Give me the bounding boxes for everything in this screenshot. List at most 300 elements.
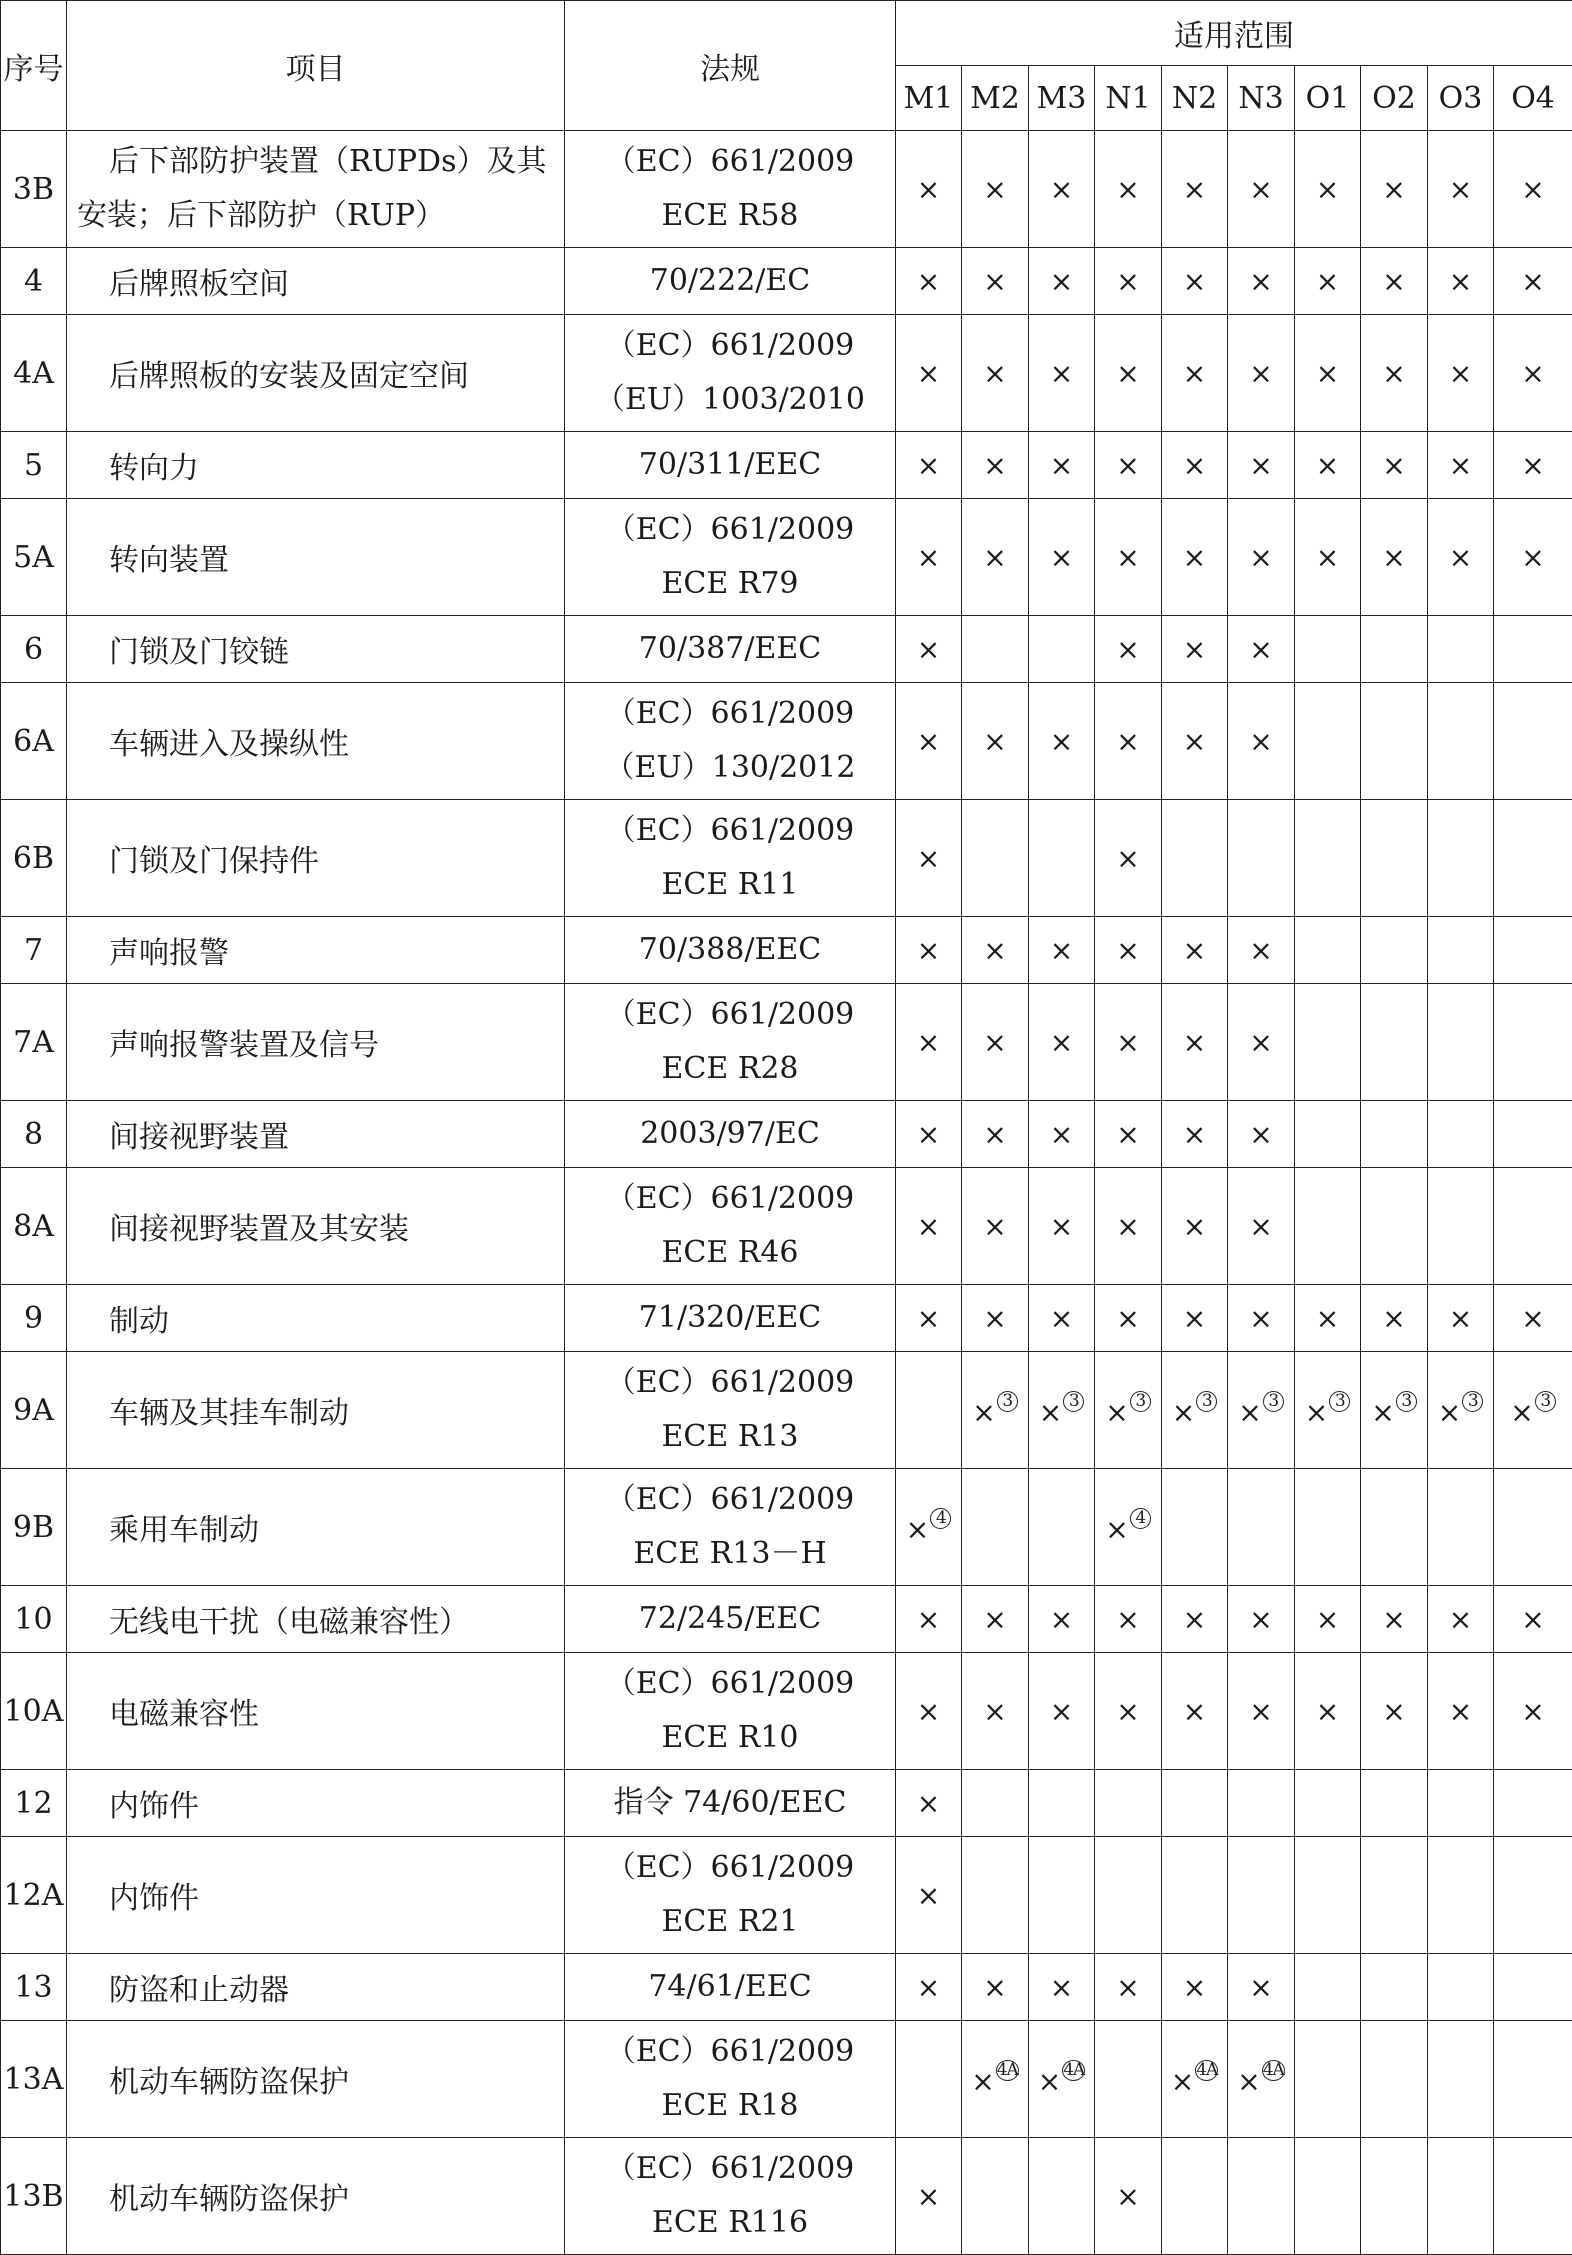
- applicability-cell: [1428, 2138, 1494, 2255]
- applicability-cell: [1295, 984, 1361, 1101]
- table-row: [1, 131, 1572, 248]
- applicable-mark: ×: [917, 541, 940, 574]
- footnote-circled-number: 3: [1535, 1391, 1556, 1412]
- applicable-mark: ×: [917, 265, 940, 298]
- applicability-cell: [1494, 1168, 1572, 1285]
- applicability-cell: [896, 1653, 962, 1770]
- table-row: [1, 248, 1572, 315]
- row-item: 机动车辆防盗保护: [67, 2138, 565, 2255]
- applicable-mark: ×: [1382, 1603, 1405, 1636]
- applicable-mark: ×: [1116, 541, 1139, 574]
- applicability-cell: [1162, 1653, 1228, 1770]
- applicable-mark: ×: [1183, 1026, 1206, 1059]
- law-line: ECE R28: [565, 1042, 895, 1096]
- applicable-mark: ×: [917, 1118, 940, 1151]
- applicable-mark: ×: [917, 1302, 940, 1335]
- applicability-cell: [1095, 131, 1162, 248]
- applicability-cell: [1295, 1770, 1361, 1837]
- applicability-cell: [962, 1285, 1029, 1352]
- applicable-mark: ×: [1449, 265, 1472, 298]
- table-row: [1, 800, 1572, 917]
- applicable-mark: ×: [1050, 173, 1073, 206]
- applicability-cell: [1228, 2138, 1295, 2255]
- row-seq: 7A: [1, 984, 67, 1101]
- applicable-mark: ×: [1183, 173, 1206, 206]
- applicable-mark: ×: [1116, 633, 1139, 666]
- applicability-cell: [896, 1168, 962, 1285]
- applicability-cell: [1428, 1653, 1494, 1770]
- applicable-mark: ×: [1521, 449, 1544, 482]
- applicability-cell: [1095, 315, 1162, 432]
- applicable-mark: ×: [1050, 357, 1073, 390]
- applicability-cell: [1029, 616, 1095, 683]
- applicability-cell: [1162, 1168, 1228, 1285]
- applicability-cell: [1494, 1101, 1572, 1168]
- applicable-mark: ×: [1382, 1695, 1405, 1728]
- applicability-cell: [1029, 984, 1095, 1101]
- applicable-mark: ×: [917, 1026, 940, 1059]
- applicability-cell: [896, 1101, 962, 1168]
- table-row: [1, 1285, 1572, 1352]
- applicability-cell: [1162, 1101, 1228, 1168]
- applicability-cell: [1295, 1352, 1361, 1469]
- applicable-mark: ×: [1249, 725, 1272, 758]
- applicability-cell: [1095, 616, 1162, 683]
- applicable-mark: ×: [1116, 357, 1139, 390]
- applicable-mark: ×: [1116, 1971, 1139, 2004]
- footnote-circled-number: 4A: [1062, 2060, 1085, 2081]
- applicable-mark: ×: [1316, 541, 1339, 574]
- applicable-mark: ×: [983, 1118, 1006, 1151]
- applicable-mark: ×: [1521, 541, 1544, 574]
- applicable-mark: ×: [1050, 1026, 1073, 1059]
- table-header: [1, 1, 1572, 131]
- applicability-cell: [1029, 499, 1095, 616]
- applicable-mark: ×: [1183, 633, 1206, 666]
- row-law: [565, 1469, 896, 1586]
- row-seq: 4: [1, 248, 67, 315]
- applicable-mark: ×: [1305, 1396, 1328, 1429]
- applicable-mark: ×: [1449, 541, 1472, 574]
- applicable-mark: ×: [1183, 1302, 1206, 1335]
- applicable-mark: ×: [1449, 173, 1472, 206]
- applicability-cell: [1361, 683, 1428, 800]
- applicability-cell: [1494, 1837, 1572, 1954]
- applicable-mark: ×: [1521, 173, 1544, 206]
- law-line: 2003/97/EC: [565, 1107, 895, 1161]
- applicability-cell: [1162, 1586, 1228, 1653]
- applicable-mark: ×: [983, 1603, 1006, 1636]
- applicability-cell: [1295, 1837, 1361, 1954]
- applicable-mark: ×: [1382, 1302, 1405, 1335]
- applicability-cell: [962, 315, 1029, 432]
- applicability-cell: [1361, 131, 1428, 248]
- applicability-cell: [1029, 800, 1095, 917]
- applicability-cell: [1295, 1954, 1361, 2021]
- applicability-cell: [1361, 315, 1428, 432]
- footnote-circled-number: 3: [1462, 1391, 1483, 1412]
- applicability-cell: [1428, 1770, 1494, 1837]
- applicability-cell: [1361, 432, 1428, 499]
- applicability-cell: [1228, 2021, 1295, 2138]
- applicable-mark: ×: [1116, 842, 1139, 875]
- applicability-cell: [1228, 1653, 1295, 1770]
- applicable-mark: ×: [1510, 1396, 1533, 1429]
- applicability-cell: [1295, 2021, 1361, 2138]
- row-law: [565, 1653, 896, 1770]
- applicability-cell: [1295, 499, 1361, 616]
- applicability-cell: [1494, 1352, 1572, 1469]
- applicability-cell: [962, 432, 1029, 499]
- applicability-cell: [1361, 616, 1428, 683]
- header-category: O4: [1494, 66, 1572, 131]
- table-row: [1, 432, 1572, 499]
- applicability-cell: [1494, 1653, 1572, 1770]
- applicable-mark: ×: [1172, 1396, 1195, 1429]
- applicability-cell: [1295, 432, 1361, 499]
- applicability-cell: [896, 1954, 962, 2021]
- footnote-circled-number: 4: [930, 1508, 951, 1529]
- applicability-cell: [1095, 2138, 1162, 2255]
- applicable-mark: ×: [1371, 1396, 1394, 1429]
- applicability-cell: [1295, 1101, 1361, 1168]
- applicability-cell: [1095, 1770, 1162, 1837]
- applicable-mark: ×: [1316, 1695, 1339, 1728]
- applicability-cell: [896, 315, 962, 432]
- table-row: [1, 1837, 1572, 1954]
- applicability-cell: [1029, 2021, 1095, 2138]
- footnote-circled-number: 3: [1396, 1391, 1417, 1412]
- applicable-mark: ×: [1382, 173, 1405, 206]
- applicable-mark: ×: [1249, 934, 1272, 967]
- footnote-circled-number: 3: [997, 1391, 1018, 1412]
- applicability-cell: [962, 1352, 1029, 1469]
- table-row: [1, 1770, 1572, 1837]
- applicability-cell: [1494, 1586, 1572, 1653]
- applicability-cell: [1095, 917, 1162, 984]
- applicability-cell: [1494, 248, 1572, 315]
- law-line: （EC）661/2009: [565, 319, 895, 373]
- applicability-cell: [1228, 1168, 1295, 1285]
- applicable-mark: ×: [1382, 541, 1405, 574]
- applicable-mark: ×: [1171, 2065, 1194, 2098]
- footnote-circled-number: 4A: [1195, 2060, 1218, 2081]
- row-law: [565, 499, 896, 616]
- row-seq: 13: [1, 1954, 67, 2021]
- footnote-circled-number: 3: [1329, 1391, 1350, 1412]
- applicability-cell: [1428, 683, 1494, 800]
- applicability-cell: [896, 1586, 962, 1653]
- applicability-cell: [1428, 432, 1494, 499]
- applicable-mark: ×: [1116, 1603, 1139, 1636]
- applicability-cell: [962, 1586, 1029, 1653]
- applicable-mark: ×: [917, 1210, 940, 1243]
- applicability-cell: [1095, 1352, 1162, 1469]
- applicability-cell: [1428, 1168, 1494, 1285]
- law-line: ECE R21: [565, 1895, 895, 1949]
- applicability-cell: [1428, 1586, 1494, 1653]
- row-item: 声响报警: [67, 917, 565, 984]
- row-seq: 6B: [1, 800, 67, 917]
- header-seq: 序号: [1, 1, 67, 131]
- row-item: 制动: [67, 1285, 565, 1352]
- applicability-cell: [962, 248, 1029, 315]
- row-law: [565, 1285, 896, 1352]
- law-line: ECE R116: [565, 2196, 895, 2250]
- applicability-cell: [1228, 1469, 1295, 1586]
- law-line: 71/320/EEC: [565, 1291, 895, 1345]
- applicability-cell: [1095, 1469, 1162, 1586]
- table-row: [1, 315, 1572, 432]
- row-item: 声响报警装置及信号: [67, 984, 565, 1101]
- row-item: 防盗和止动器: [67, 1954, 565, 2021]
- applicable-mark: ×: [983, 1026, 1006, 1059]
- row-law: [565, 616, 896, 683]
- row-item: 机动车辆防盗保护: [67, 2021, 565, 2138]
- table-row: [1, 1168, 1572, 1285]
- applicability-cell: [1428, 315, 1494, 432]
- applicable-mark: ×: [1116, 934, 1139, 967]
- law-line: 70/388/EEC: [565, 923, 895, 977]
- law-line: （EU）1003/2010: [565, 373, 895, 427]
- row-seq: 5A: [1, 499, 67, 616]
- applicable-mark: ×: [1249, 541, 1272, 574]
- applicability-cell: [1029, 315, 1095, 432]
- table-row: [1, 1101, 1572, 1168]
- applicable-mark: ×: [1039, 1396, 1062, 1429]
- applicability-cell: [1494, 984, 1572, 1101]
- applicable-mark: ×: [983, 725, 1006, 758]
- header-category: M2: [962, 66, 1029, 131]
- header-law: 法规: [565, 1, 896, 131]
- applicability-cell: [1162, 1469, 1228, 1586]
- applicable-mark: ×: [1183, 934, 1206, 967]
- applicability-cell: [896, 1837, 962, 1954]
- row-seq: 6: [1, 616, 67, 683]
- applicability-cell: [1295, 248, 1361, 315]
- applicability-cell: [1228, 1954, 1295, 2021]
- row-seq: 10A: [1, 1653, 67, 1770]
- row-item: 无线电干扰（电磁兼容性）: [67, 1586, 565, 1653]
- applicable-mark: ×: [983, 934, 1006, 967]
- applicability-cell: [1162, 432, 1228, 499]
- applicability-cell: [1228, 683, 1295, 800]
- applicability-cell: [1494, 499, 1572, 616]
- applicable-mark: ×: [983, 541, 1006, 574]
- applicable-mark: ×: [1249, 1026, 1272, 1059]
- applicability-cell: [1029, 2138, 1095, 2255]
- applicability-cell: [1095, 1101, 1162, 1168]
- applicable-mark: ×: [1382, 357, 1405, 390]
- applicable-mark: ×: [1050, 934, 1073, 967]
- law-line: （EC）661/2009: [565, 1473, 895, 1527]
- applicable-mark: ×: [917, 1695, 940, 1728]
- applicable-mark: ×: [917, 1971, 940, 2004]
- row-law: [565, 683, 896, 800]
- applicability-cell: [1228, 499, 1295, 616]
- applicability-cell: [896, 432, 962, 499]
- row-seq: 5: [1, 432, 67, 499]
- applicability-cell: [1361, 1285, 1428, 1352]
- applicable-mark: ×: [1050, 725, 1073, 758]
- applicable-mark: ×: [917, 1879, 940, 1912]
- applicability-cell: [896, 800, 962, 917]
- row-seq: 6A: [1, 683, 67, 800]
- applicable-mark: ×: [1105, 1513, 1128, 1546]
- applicable-mark: ×: [1116, 1026, 1139, 1059]
- applicable-mark: ×: [1316, 265, 1339, 298]
- row-item: 内饰件: [67, 1837, 565, 1954]
- applicability-cell: [1095, 1954, 1162, 2021]
- applicability-cell: [896, 131, 962, 248]
- applicability-cell: [962, 800, 1029, 917]
- applicable-mark: ×: [1183, 449, 1206, 482]
- law-line: 指令 74/60/EEC: [565, 1776, 895, 1830]
- applicability-cell: [1228, 1586, 1295, 1653]
- footnote-circled-number: 3: [1263, 1391, 1284, 1412]
- applicable-mark: ×: [1116, 173, 1139, 206]
- applicable-mark: ×: [1183, 357, 1206, 390]
- applicable-mark: ×: [1183, 541, 1206, 574]
- applicable-mark: ×: [1038, 2065, 1061, 2098]
- applicable-mark: ×: [917, 449, 940, 482]
- applicability-cell: [1295, 1653, 1361, 1770]
- applicability-cell: [962, 1653, 1029, 1770]
- applicable-mark: ×: [1249, 1118, 1272, 1151]
- applicability-cell: [1494, 2021, 1572, 2138]
- applicability-cell: [1494, 1285, 1572, 1352]
- applicable-mark: ×: [1449, 1603, 1472, 1636]
- applicability-cell: [1029, 1837, 1095, 1954]
- applicable-mark: ×: [1521, 1695, 1544, 1728]
- footnote-circled-number: 4: [1130, 1508, 1151, 1529]
- applicable-mark: ×: [1438, 1396, 1461, 1429]
- applicability-cell: [1029, 1653, 1095, 1770]
- applicability-cell: [962, 2138, 1029, 2255]
- applicability-cell: [896, 683, 962, 800]
- applicability-cell: [1361, 1469, 1428, 1586]
- law-line: 72/245/EEC: [565, 1592, 895, 1646]
- applicability-cell: [1162, 499, 1228, 616]
- applicable-mark: ×: [1050, 1971, 1073, 2004]
- header-category: M1: [896, 66, 962, 131]
- applicability-cell: [1095, 248, 1162, 315]
- applicable-mark: ×: [1183, 725, 1206, 758]
- header-category: O2: [1361, 66, 1428, 131]
- applicability-cell: [1162, 1770, 1228, 1837]
- row-law: [565, 1168, 896, 1285]
- row-item: 乘用车制动: [67, 1469, 565, 1586]
- header-category: O1: [1295, 66, 1361, 131]
- applicable-mark: ×: [1249, 265, 1272, 298]
- applicable-mark: ×: [1316, 1603, 1339, 1636]
- table-row: [1, 917, 1572, 984]
- row-law: [565, 248, 896, 315]
- applicability-cell: [1494, 131, 1572, 248]
- applicability-cell: [1494, 800, 1572, 917]
- applicability-cell: [1428, 984, 1494, 1101]
- applicability-cell: [962, 1837, 1029, 1954]
- applicable-mark: ×: [1050, 541, 1073, 574]
- row-item: 后牌照板空间: [67, 248, 565, 315]
- applicability-cell: [1428, 800, 1494, 917]
- applicability-cell: [1162, 917, 1228, 984]
- applicability-cell: [1162, 1352, 1228, 1469]
- applicability-cell: [1228, 984, 1295, 1101]
- applicability-cell: [1361, 1770, 1428, 1837]
- applicable-mark: ×: [1238, 1396, 1261, 1429]
- applicable-mark: ×: [1521, 265, 1544, 298]
- applicability-cell: [1162, 2021, 1228, 2138]
- applicable-mark: ×: [917, 633, 940, 666]
- applicable-mark: ×: [917, 2180, 940, 2213]
- applicable-mark: ×: [983, 1302, 1006, 1335]
- applicable-mark: ×: [1183, 1118, 1206, 1151]
- applicability-cell: [962, 917, 1029, 984]
- row-seq: 13A: [1, 2021, 67, 2138]
- law-line: ECE R58: [565, 189, 895, 243]
- applicability-cell: [1361, 800, 1428, 917]
- row-item: 后下部防护装置（RUPDs）及其安装；后下部防护（RUP）: [67, 131, 565, 248]
- applicable-mark: ×: [1050, 1210, 1073, 1243]
- applicability-cell: [1494, 2138, 1572, 2255]
- applicability-cell: [1428, 1469, 1494, 1586]
- applicable-mark: ×: [971, 2065, 994, 2098]
- applicable-mark: ×: [1382, 449, 1405, 482]
- applicability-cell: [1029, 432, 1095, 499]
- applicability-cell: [962, 616, 1029, 683]
- applicable-mark: ×: [917, 1603, 940, 1636]
- applicability-cell: [1428, 917, 1494, 984]
- applicability-cell: [1361, 1954, 1428, 2021]
- applicability-cell: [1228, 131, 1295, 248]
- row-seq: 13B: [1, 2138, 67, 2255]
- header-category: M3: [1029, 66, 1095, 131]
- applicability-cell: [1428, 1837, 1494, 1954]
- row-seq: 10: [1, 1586, 67, 1653]
- applicability-cell: [1095, 1168, 1162, 1285]
- applicable-mark: ×: [1116, 1210, 1139, 1243]
- applicability-cell: [1162, 1954, 1228, 2021]
- law-line: （EC）661/2009: [565, 988, 895, 1042]
- applicability-cell: [962, 1101, 1029, 1168]
- applicability-cell: [1162, 131, 1228, 248]
- applicable-mark: ×: [1316, 1302, 1339, 1335]
- applicability-cell: [1095, 800, 1162, 917]
- applicable-mark: ×: [1249, 1971, 1272, 2004]
- header-scope: 适用范围: [896, 1, 1572, 66]
- footnote-circled-number: 3: [1196, 1391, 1217, 1412]
- applicability-cell: [1361, 248, 1428, 315]
- applicable-mark: ×: [917, 725, 940, 758]
- applicable-mark: ×: [1449, 1302, 1472, 1335]
- law-line: 70/311/EEC: [565, 438, 895, 492]
- row-law: [565, 1954, 896, 2021]
- applicability-cell: [1095, 1586, 1162, 1653]
- table-row: [1, 2138, 1572, 2255]
- table-row: [1, 1954, 1572, 2021]
- row-law: [565, 917, 896, 984]
- applicability-cell: [1295, 616, 1361, 683]
- table-row: [1, 1653, 1572, 1770]
- applicability-cell: [1295, 800, 1361, 917]
- applicability-cell: [1228, 1352, 1295, 1469]
- applicable-mark: ×: [1116, 725, 1139, 758]
- applicable-mark: ×: [917, 173, 940, 206]
- applicability-cell: [1228, 315, 1295, 432]
- applicability-cell: [962, 1954, 1029, 2021]
- law-line: 70/387/EEC: [565, 622, 895, 676]
